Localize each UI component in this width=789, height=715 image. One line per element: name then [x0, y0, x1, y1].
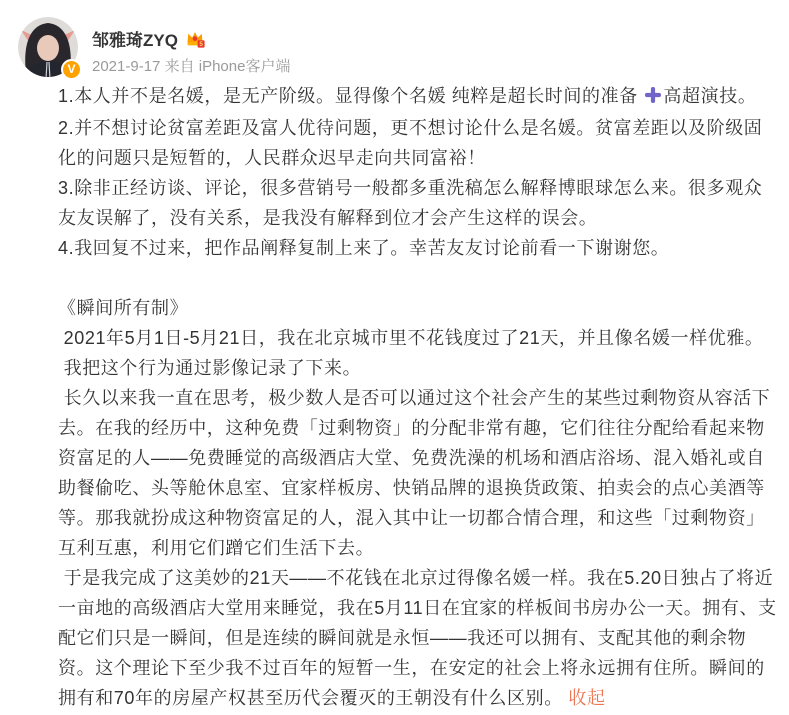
username[interactable]: 邹雅琦ZYQ: [92, 31, 178, 50]
vip-crown-svg: [185, 29, 205, 48]
post-paragraph: 2021年5月1日-5月21日，我在北京城市里不花钱度过了21天，并且像名媛一样优雅。: [58, 328, 764, 348]
post-paragraph: 《瞬间所有制》: [58, 298, 189, 318]
source-client[interactable]: iPhone客户端: [198, 58, 291, 75]
post-header: [92, 26, 205, 51]
collapse-link[interactable]: 收起: [568, 688, 606, 708]
post-paragraph: 1.本人并不是名媛，是无产阶级。显得像个名媛 纯粹是超长时间的准备 高超演技。: [58, 81, 777, 113]
post-paragraph: 2.并不想讨论贫富差距及富人优待问题，更不想讨论什么是名媛。贫富差距以及阶级固化的问题只是短暂的，人民群众迟早走向共同富裕！: [58, 118, 763, 168]
post-paragraph: 我把这个行为通过影像记录了下来。: [58, 358, 362, 378]
post-body: [58, 81, 777, 713]
post-paragraph: 于是我完成了这美妙的21天——不花钱在北京过得像名媛一样。我在5.20日独占了将近一亩地的高级酒店大堂用来睡觉，我在5月11日在宜家的样板间书房办公一天。拥有、支配它们只是一瞬间，但是连续的瞬间就是永恒——我还可以拥有、支配其他的剩余物资。这个理论下至少我不过百年的短暂一生，在安定的社会上将永远拥有住所。瞬间的拥有和70年的房屋产权甚至历代会覆灭的王朝没有什么区别。 收起: [58, 568, 777, 708]
vip-level: 5: [199, 41, 203, 48]
post-paragraph: 长久以来我一直在思考，极少数人是否可以通过这个社会产生的某些过剩物资从容活下去。在我的经历中，这种免费「过剩物资」的分配非常有趣，它们往往分配给看起来物资富足的人——免费睡觉的高级酒店大堂、免费洗澡的机场和酒店浴场、混入婚礼或自助餐偷吃、头等舱休息室、宜家样板房、快销品牌的退换货政策、拍卖会的点心美酒等等。那我就扮成这种物资富足的人，混入其中让一切都合情合理，和这些「过剩物资」互利互惠，利用它们蹭它们生活下去。: [58, 388, 771, 558]
verified-badge-icon: V: [61, 59, 82, 80]
post-paragraph: 4.我回复不过来，把作品阐释复制上来了。幸苦友友讨论前看一下谢谢您。: [58, 238, 670, 258]
post-meta: [92, 55, 290, 76]
plus-icon: [644, 83, 662, 113]
post-paragraph: [58, 263, 777, 293]
post-paragraph: 3.除非正经访谈、评论，很多营销号一般都多重洗稿怎么解释博眼球怎么来。很多观众友友误解了，没有关系，是我没有解释到位才会产生这样的误会。: [58, 178, 763, 228]
avatar[interactable]: [18, 17, 78, 77]
source-prefix: 来自: [164, 58, 195, 75]
timestamp[interactable]: 2021-9-17: [92, 58, 161, 75]
vip-crown-icon[interactable]: [185, 29, 205, 48]
